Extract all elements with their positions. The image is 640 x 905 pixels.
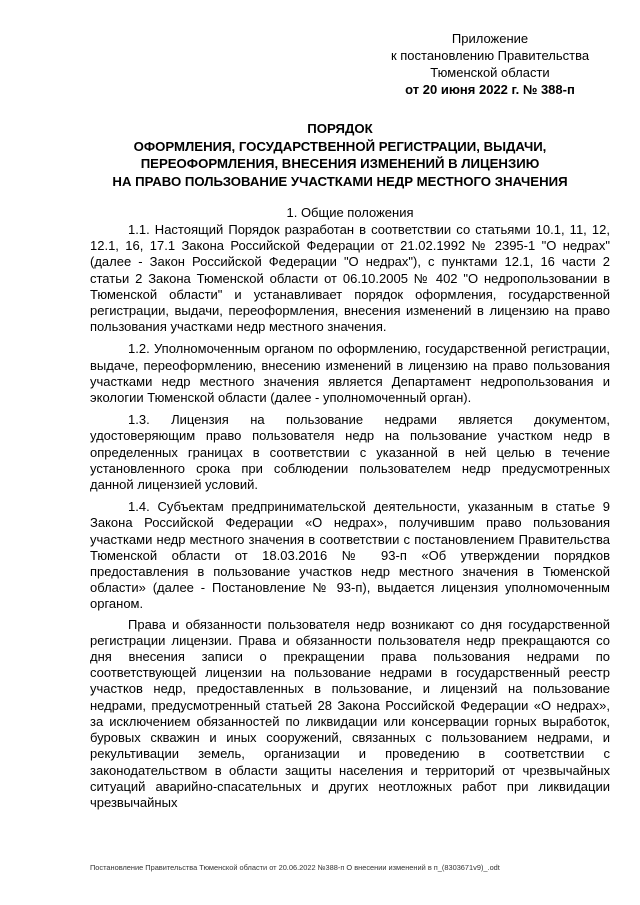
paragraph-1-3: 1.3. Лицензия на пользование недрами является документом, удостоверяющим право пользователя недр на пользование участком недр в определенных границах в соответствии с указанной в ней целью в течение установленного срока при соблюдении пользователем недр предусмотренных данной лицензией условий.: [90, 412, 610, 493]
title-line-3: ПЕРЕОФОРМЛЕНИЯ, ВНЕСЕНИЯ ИЗМЕНЕНИЙ В ЛИЦЕНЗИЮ: [140, 156, 540, 171]
paragraph-1-1: 1.1. Настоящий Порядок разработан в соответствии со статьями 10.1, 11, 12, 12.1, 16, 17.1 Закона Российской Федерации от 21.02.1992 № 2395-1 "О недрах" (далее - Закон Российской Федерации "О недрах"), с пунктами 12.1, 16 части 2 статьи 2 Закона Тюменской области от 06.10.2005 № 402 "О недропользовании в Тюменской области" и устанавливает порядок оформления, государственной регистрации, выдачи, переоформления, внесения изменений в лицензию на право пользования участками недр местного значения.: [90, 222, 610, 335]
document-body: [90, 222, 610, 817]
title-line-2: ОФОРМЛЕНИЯ, ГОСУДАРСТВЕННОЙ РЕГИСТРАЦИИ, ВЫДАЧИ,: [133, 138, 547, 154]
annex-ref: к постановлению Правительства: [390, 48, 590, 63]
annex-date: от 20 июня 2022 г. № 388-п: [405, 82, 575, 97]
annex-label: Приложение: [451, 31, 529, 46]
page-footer: Постановление Правительства Тюменской области от 20.06.2022 №388-п О внесении изменений в п_(8303671v9)_.odt: [90, 863, 500, 872]
annex-block: [370, 30, 610, 98]
annex-region: Тюменской области: [430, 65, 550, 80]
paragraph-1-2: 1.2. Уполномоченным органом по оформлению, государственной регистрации, выдаче, переоформлению, внесению изменений в лицензию на право пользования участками недр местного значения является Департамент недропользования и экологии Тюменской области (далее - уполномоченный орган).: [90, 341, 610, 406]
document-title: [90, 120, 590, 190]
paragraph-rights: Права и обязанности пользователя недр возникают со дня государственной регистрации лицензии. Права и обязанности пользователя недр прекращаются со дня внесения записи о прекращении права пользования недрами по соответствующей лицензии на пользование недрами в государственный реестр участков недр, предоставленных в пользование, и лицензий на пользование недрами, предусмотренный статьей 28 Закона Российской Федерации «О недрах», за исключением обязанностей по ликвидации или консервации горных выработок, буровых скважин и иных сооружений, связанных с пользованием недрами, и рекультивации земель, организации и проведению в соответствии с законодательством в области защиты населения и территорий от чрезвычайных ситуаций аварийно-спасательных и других неотложных работ при ликвидации чрезвычайных: [90, 616, 610, 810]
title-line-1: ПОРЯДОК: [307, 121, 373, 136]
title-line-4: НА ПРАВО ПОЛЬЗОВАНИЕ УЧАСТКАМИ НЕДР МЕСТНОГО ЗНАЧЕНИЯ: [112, 173, 568, 189]
section-heading: 1. Общие положения: [286, 205, 414, 220]
paragraph-1-4: 1.4. Субъектам предпринимательской деятельности, указанным в статье 9 Закона Российской Федерации «О недрах», получившим право пользования участками недр местного значения в соответствии с постановлением Правительства Тюменской области от 18.03.2016 № 93-п «Об утверждении порядков предоставления в пользование участков недр местного значения в Тюменской области» (далее - Постановление № 93-п), выдается лицензия уполномоченным органом.: [90, 499, 610, 612]
